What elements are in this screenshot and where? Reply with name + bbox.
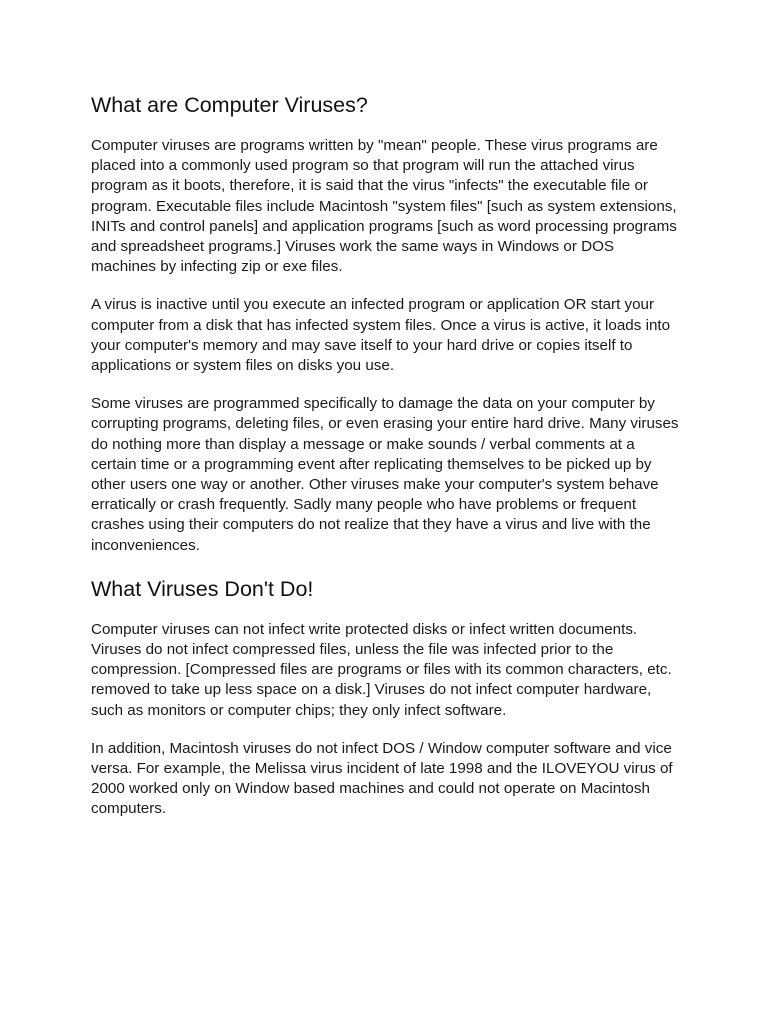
paragraph-4: Computer viruses can not infect write protected disks or infect written documents. Viruses do not infect compressed files, unless the file was infected prior to the compression. [Compressed files are programs or files with its common characters, etc. removed to take up less space on a disk.] Viruses do not infect computer hardware, such as monitors or computer chips; they only infect software. xyxy=(91,620,672,719)
page-title: What are Computer Viruses? xyxy=(91,93,368,117)
paragraph-5: In addition, Macintosh viruses do not infect DOS / Window computer software and vice versa. For example, the Melissa virus incident of late 1998 and the ILOVEYOU virus of 2000 worked only on Window based machines and could not operate on Macintosh computers. xyxy=(91,739,673,818)
paragraph-3: Some viruses are programmed specifically to damage the data on your computer by corrupting programs, deleting files, or even erasing your entire hard drive. Many viruses do nothing more than display a message or make sounds / verbal comments at a certain time or a programming event after replicating themselves to be picked up by other users one way or another. Other viruses make your computer's system behave erratically or crash frequently. Sadly many people who have problems or frequent crashes using their computers do not realize that they have a virus and live with the inconveniences. xyxy=(91,395,679,554)
paragraph-2: A virus is inactive until you execute an infected program or application OR start your computer from a disk that has infected system files. Once a virus is active, it loads into your computer's memory and may save itself to your hard drive or copies itself to applications or system files on disks you use. xyxy=(91,296,671,375)
document-body xyxy=(91,90,681,820)
section-heading: What Viruses Don't Do! xyxy=(91,576,314,601)
paragraph-1: Computer viruses are programs written by "mean" people. These virus programs are placed into a commonly used program so that program will run the attached virus program as it boots, therefore, it is said that the virus "infects" the executable file or program. Executable files include Macintosh "system files" [such as system extensions, INITs and control panels] and application programs [such as word processing programs and spreadsheet programs.] Viruses work the same ways in Windows or DOS machines by infecting zip or exe files. xyxy=(91,137,677,276)
